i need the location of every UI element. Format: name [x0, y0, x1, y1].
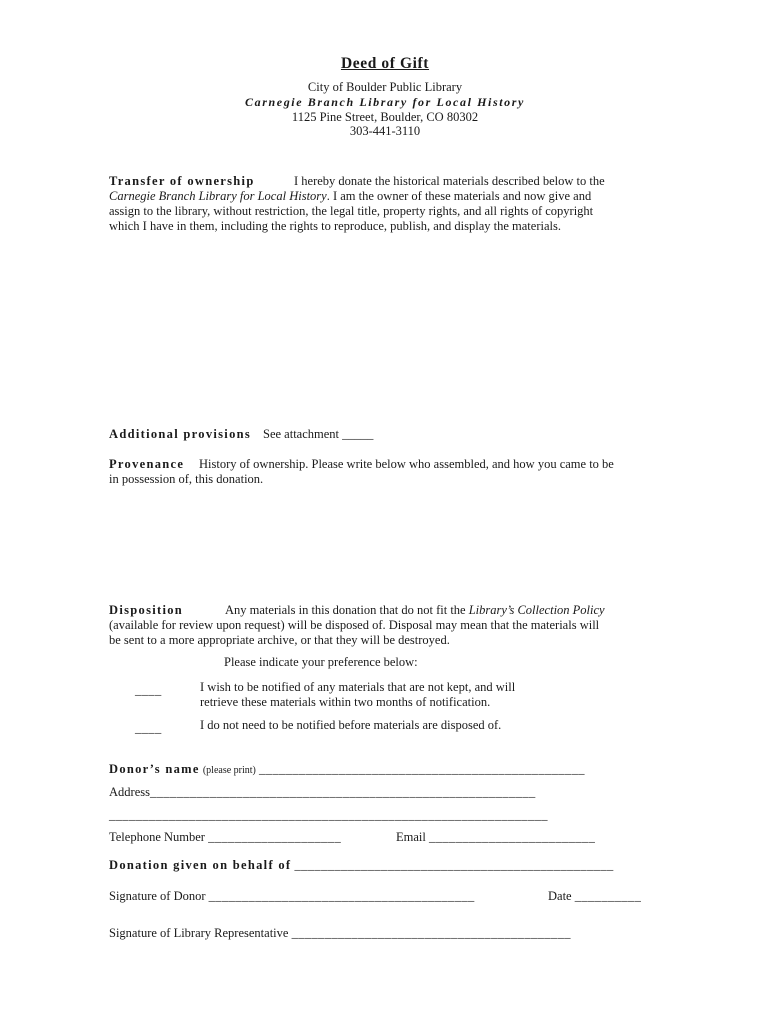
additional-heading: [109, 427, 251, 442]
address-field-line-2[interactable]: __________________________________________________________________: [109, 808, 548, 822]
disposition-line-3: be sent to a more appropriate archive, or that they will be destroyed.: [109, 633, 450, 647]
signature-donor-row: [109, 889, 475, 904]
option-no-notify-checkbox-blank[interactable]: ____: [135, 721, 162, 735]
donor-name-field[interactable]: _________________________________________________: [259, 762, 585, 776]
donor-name-label: Donor’s name: [109, 762, 200, 776]
collection-policy-italic: Library’s Collection Policy: [468, 603, 605, 617]
date-label: Date: [548, 889, 572, 903]
telephone-row: [109, 830, 341, 845]
library-address: 1125 Pine Street, Boulder, CO 80302: [291, 110, 479, 124]
address-label: Address: [109, 785, 150, 799]
branch-name: Carnegie Branch Library for Local History: [245, 95, 525, 109]
transfer-branch-italic: Carnegie Branch Library for Local History: [109, 189, 327, 203]
library-phone: 303-441-3110: [349, 124, 421, 138]
additional-heading-text: Additional provisions: [109, 427, 252, 441]
transfer-heading: Transfer of ownership: [109, 174, 255, 188]
option-notify-checkbox-blank[interactable]: ____: [135, 683, 162, 697]
disposition-line-2: (available for review upon request) will be disposed of. Disposal may mean that the materials will: [109, 618, 600, 632]
disposition-line-1: Any materials in this donation that do not fit the: [225, 603, 469, 617]
provenance-line-2: in possession of, this donation.: [109, 472, 264, 486]
transfer-line-2: . I am the owner of these materials and now give and: [326, 189, 592, 203]
transfer-line-4: which I have in them, including the rights to reproduce, publish, and display the materials.: [109, 219, 561, 233]
page-title: Deed of Gift: [340, 55, 430, 72]
telephone-label: Telephone Number: [109, 830, 205, 844]
email-label: Email: [396, 830, 426, 844]
telephone-field[interactable]: ____________________: [208, 830, 342, 844]
date-field[interactable]: __________: [574, 889, 642, 903]
provenance-section: [109, 457, 661, 487]
transfer-section: [109, 174, 661, 234]
disposition-section: [109, 603, 661, 648]
signature-donor-label: Signature of Donor: [109, 889, 206, 903]
disposition-heading: Disposition: [109, 603, 184, 617]
behalf-row: [109, 858, 614, 873]
option-notify-line-1: I wish to be notified of any materials that are not kept, and will: [200, 680, 516, 694]
donor-name-row: [109, 762, 585, 778]
signature-rep-field[interactable]: __________________________________________: [291, 926, 571, 940]
behalf-label: Donation given on behalf of: [109, 858, 292, 872]
additional-attachment: See attachment _____: [263, 427, 374, 441]
library-name: City of Boulder Public Library: [307, 80, 463, 94]
signature-donor-field[interactable]: ________________________________________: [208, 889, 475, 903]
email-field[interactable]: _________________________: [428, 830, 596, 844]
option-notify-line-2: retrieve these materials within two months of notification.: [200, 695, 491, 709]
signature-rep-label: Signature of Library Representative: [109, 926, 289, 940]
address-field[interactable]: __________________________________________________________: [149, 785, 536, 799]
signature-rep-row: [109, 926, 571, 941]
option-no-notify-line-1: I do not need to be notified before materials are disposed of.: [200, 718, 502, 732]
behalf-field[interactable]: ________________________________________________: [294, 858, 614, 872]
provenance-line-1: History of ownership. Please write below who assembled, and how you came to be: [199, 457, 614, 471]
email-row: [396, 830, 595, 845]
date-row: [548, 889, 641, 904]
preference-prompt: Please indicate your preference below:: [224, 655, 418, 669]
transfer-line-3: assign to the library, without restriction, the legal title, property rights, and all rights of copyright: [109, 204, 594, 218]
provenance-heading: Provenance: [109, 457, 185, 471]
transfer-line-1: I hereby donate the historical materials described below to the: [294, 174, 605, 188]
address-row: [109, 785, 536, 800]
donor-name-note: (please print): [202, 765, 256, 776]
